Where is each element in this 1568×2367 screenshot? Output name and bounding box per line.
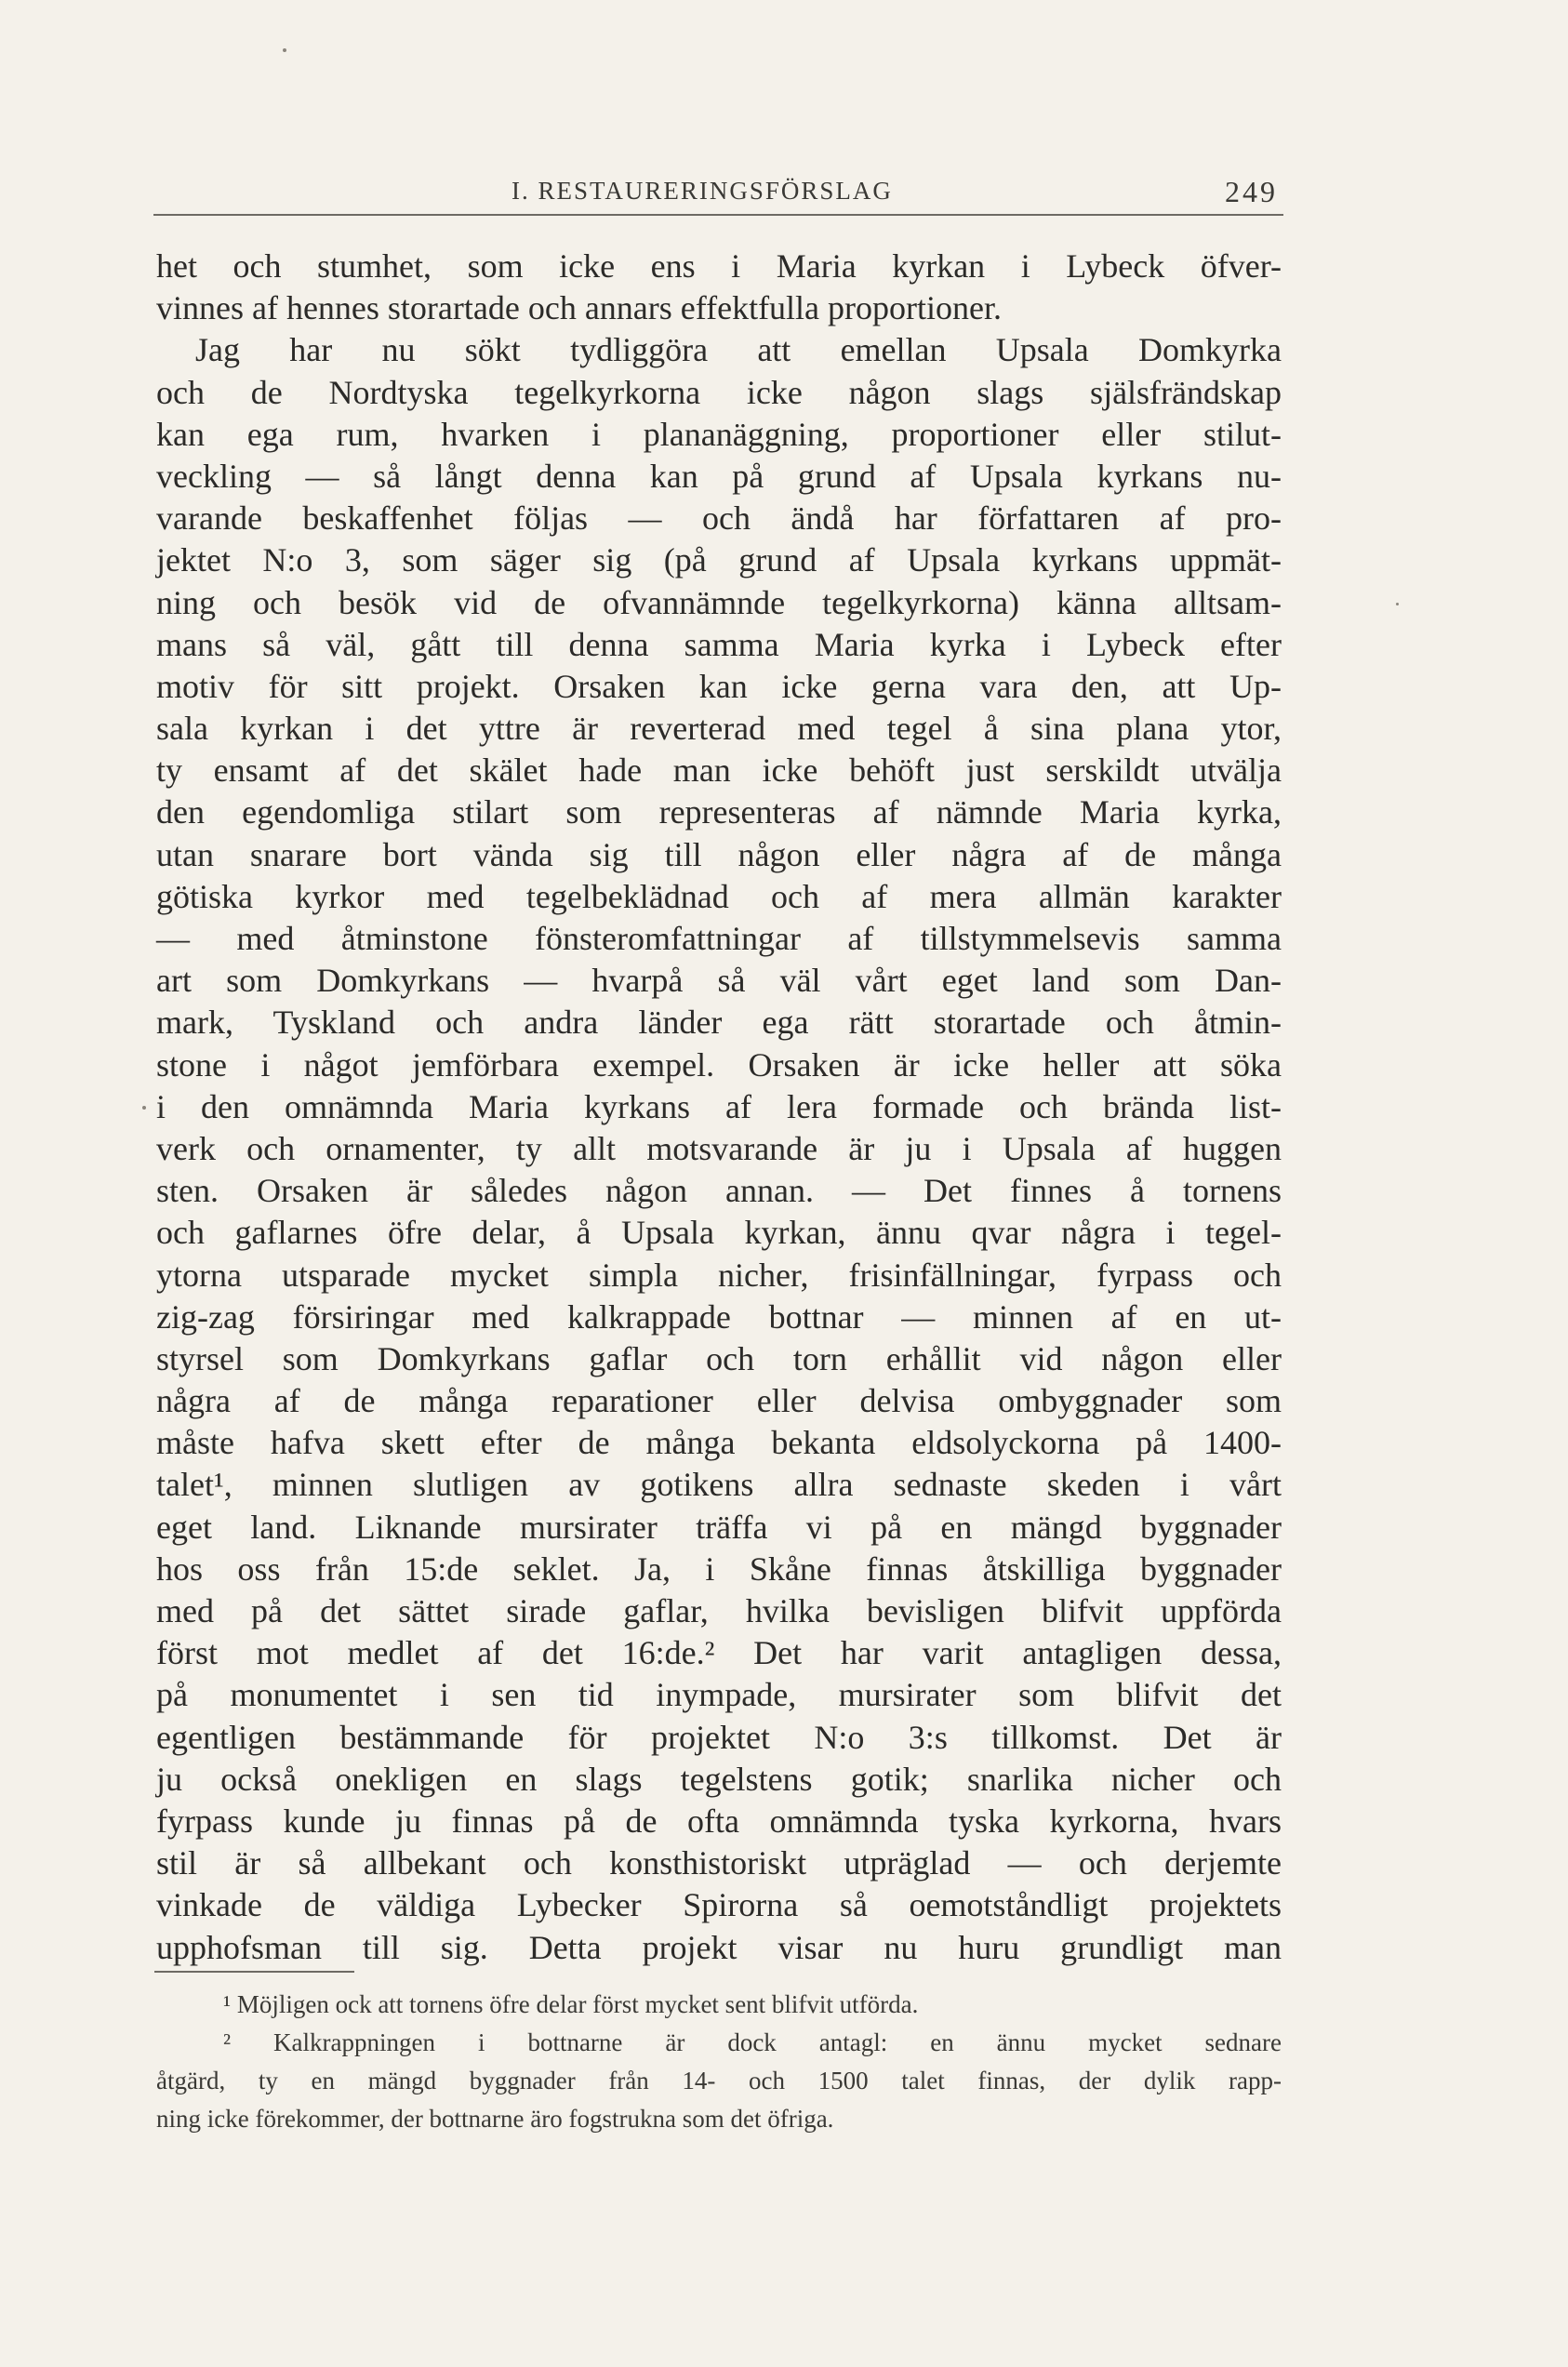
text-line: utan snarare bort vända sig till någon eller några af de många [156, 835, 1282, 873]
text-line: motiv för sitt projekt. Orsaken kan icke gerna vara den, att Up- [156, 667, 1282, 705]
text-line: zig-zag försiringar med kalkrappade bottnar — minnen af en ut- [156, 1297, 1282, 1336]
text-line: med på det sättet sirade gaflar, hvilka bevisligen blifvit uppförda [156, 1592, 1282, 1629]
text-line: art som Domkyrkans — hvarpå så väl vårt eget land som Dan- [156, 962, 1282, 1000]
text-line: stone i något jemförbara exempel. Orsaken är icke heller att söka [156, 1045, 1282, 1084]
running-head: I. RESTAURERINGSFÖRSLAG [512, 177, 893, 205]
text-line: götiska kyrkor med tegelbeklädnad och af mera allmän karakter [156, 877, 1282, 915]
text-line: stil är så allbekant och konsthistoriskt utpräglad — och derjemte [156, 1844, 1282, 1882]
paper-speck [283, 48, 286, 52]
text-line: verk och ornamenter, ty allt motsvarande är ju i Upsala af huggen [156, 1129, 1282, 1167]
text-line: och gaflarnes öfre delar, å Upsala kyrkan, ännu qvar några i tegel- [156, 1214, 1282, 1252]
text-line: några af de många reparationer eller delvisa ombyggnader som [156, 1382, 1282, 1420]
text-line: och de Nordtyska tegelkyrkorna icke någon slags själsfrändskap [156, 373, 1282, 411]
text-line: i den omnämnda Maria kyrkans af lera formade och brända list- [156, 1087, 1282, 1125]
text-line: mark, Tyskland och andra länder ega rätt storartade och åtmin- [156, 1004, 1282, 1042]
text-line: på monumentet i sen tid inympade, mursirater som blifvit det [156, 1676, 1282, 1714]
text-line: sala kyrkan i det yttre är reverterad med tegel å sina plana ytor, [156, 710, 1282, 748]
text-line: — med åtminstone fönsteromfattningar af tillstymmelsevis samma [156, 920, 1282, 957]
text-line: varande beskaffenhet följas — och ändå har författaren af pro- [156, 499, 1282, 538]
text-line: talet¹, minnen slutligen av gotikens allra sednaste skeden i vårt [156, 1466, 1282, 1504]
text-line: vinkade de väldiga Lybecker Spirorna så oemotståndligt projektets [156, 1886, 1282, 1924]
text-line: ning och besök vid de ofvannämnde tegelkyrkorna) känna alltsam- [156, 583, 1282, 621]
text-line: fyrpass kunde ju finnas på de ofta omnämnda tyska kyrkorna, hvars [156, 1802, 1282, 1840]
text-line: kan ega rum, hvarken i plananäggning, proportioner eller stilut- [156, 415, 1282, 453]
footnote-divider [154, 1971, 354, 1973]
text-line: het och stumhet, som icke ens i Maria kyrkan i Lybeck öfver- [156, 247, 1282, 285]
text-line: Jag har nu sökt tydliggöra att emellan Upsala Domkyrka [195, 331, 1282, 369]
footnote-2-continued: ning icke förekommer, der bottnarne äro fogstrukna som det öfriga. [156, 2105, 834, 2133]
paper-speck [1396, 603, 1399, 605]
page-number: 249 [1225, 175, 1278, 208]
text-line: vinnes af hennes storartade och annars effektfulla proportioner. [156, 289, 1002, 327]
text-line: upphofsman till sig. Detta projekt visar nu huru grundligt man [156, 1928, 1282, 1966]
body-text [156, 246, 1282, 1969]
text-line: mans så väl, gått till denna samma Maria kyrka i Lybeck efter [156, 625, 1282, 663]
page-header [153, 166, 1283, 216]
text-line: måste hafva skett efter de många bekanta eldsolyckorna på 1400- [156, 1424, 1282, 1462]
footnote-2-continued: åtgärd, ty en mängd byggnader från 14- och 1500 talet finnas, der dylik rapp- [156, 2067, 1282, 2094]
text-line: egentligen bestämmande för projektet N:o 3:s tillkomst. Det är [156, 1718, 1282, 1756]
paper-speck [142, 1106, 146, 1110]
text-line: ju också onekligen en slags tegelstens gotik; snarlika nicher och [156, 1760, 1282, 1798]
text-line: ytorna utsparade mycket simpla nicher, frisinfällningar, fyrpass och [156, 1256, 1282, 1294]
text-line: veckling — så långt denna kan på grund af Upsala kyrkans nu- [156, 457, 1282, 495]
text-line: hos oss från 15:de seklet. Ja, i Skåne finnas åtskilliga byggnader [156, 1549, 1282, 1588]
footnote-2: ² Kalkrappningen i bottnarne är dock antagl: en ännu mycket sednare [223, 2028, 1282, 2056]
text-line: styrsel som Domkyrkans gaflar och torn erhållit vid någon eller [156, 1339, 1282, 1377]
text-line: jektet N:o 3, som säger sig (på grund af Upsala kyrkans uppmät- [156, 541, 1282, 579]
text-line: ty ensamt af det skälet hade man icke behöft just serskildt utvälja [156, 751, 1282, 790]
text-line: sten. Orsaken är således någon annan. — Det finnes å tornens [156, 1172, 1282, 1210]
footnote-1: ¹ Möjligen ock att tornens öfre delar först mycket sent blifvit utförda. [223, 1990, 919, 2018]
footnotes [156, 1986, 1282, 2138]
text-line: eget land. Liknande mursirater träffa vi på en mängd byggnader [156, 1508, 1282, 1546]
text-line: den egendomliga stilart som representeras af nämnde Maria kyrka, [156, 793, 1282, 831]
text-line: först mot medlet af det 16:de.² Det har varit antagligen dessa, [156, 1634, 1282, 1672]
